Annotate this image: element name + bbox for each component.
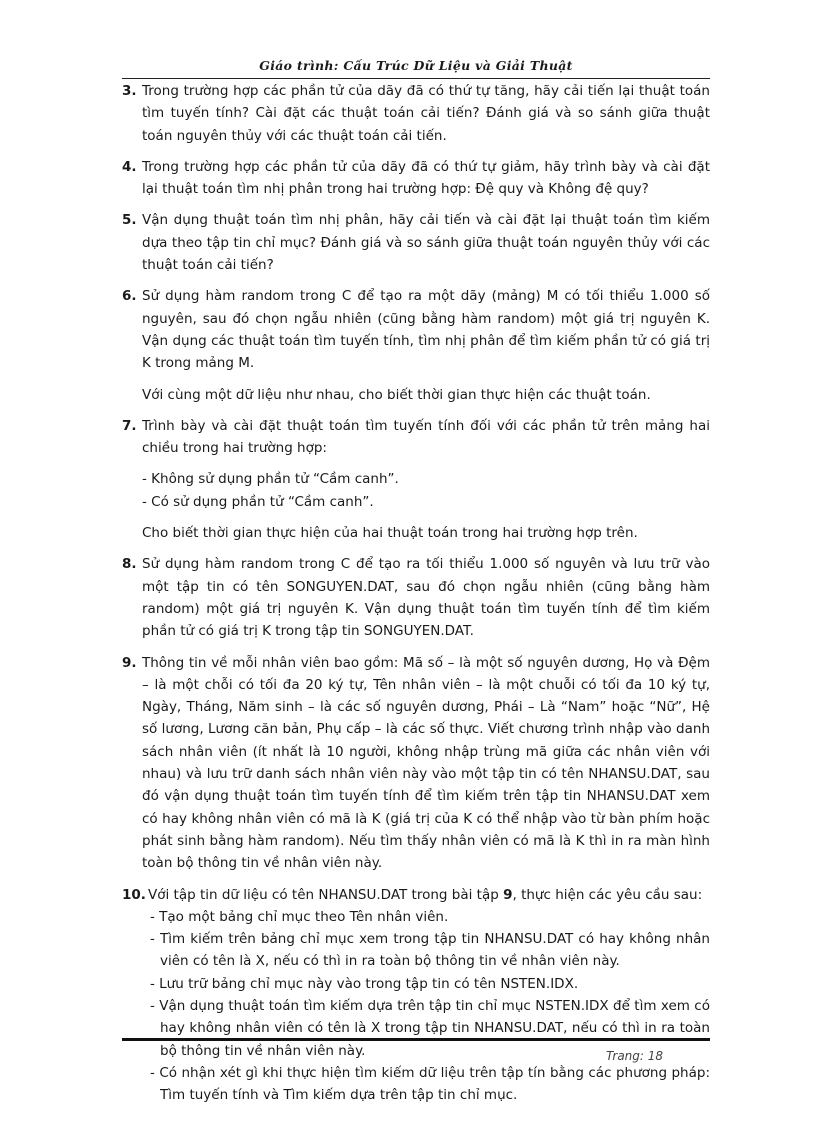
exercise-8: [122, 553, 710, 642]
exercise-text: Trình bày và cài đặt thuật toán tìm tuyến tính đối với các phần tử trên mảng hai chiều trong hai trường hợp:: [142, 417, 710, 457]
page-number: Trang: 18: [606, 1049, 664, 1063]
exercise-number: 7.: [122, 417, 137, 434]
footer-divider: [122, 1038, 710, 1041]
exercise-text: Sử dụng hàm random trong C để tạo ra tối thiểu 1.000 số nguyên và lưu trữ vào một tập tin có tên SONGUYEN.DAT, sau đó chọn ngẫu nhiên (cũng bằng hàm random) một giá trị nguyên K. Vận dụng thuật toán tìm tuyến tính để tìm kiếm phần tử có giá trị K trong tập tin SONGUYEN.DAT.: [142, 556, 710, 640]
bullet-item: - Lưu trữ bảng chỉ mục này vào trong tập tin có tên NSTEN.IDX.: [150, 975, 579, 992]
exercise-number: 10.: [122, 886, 146, 903]
sub-list: [142, 468, 710, 513]
exercise-text: Trong trường hợp các phần tử của dãy đã có thứ tự tăng, hãy cải tiến lại thuật toán tìm tuyến tính? Cài đặt các thuật toán cải tiến? Đánh giá và so sánh giữa thuật toán nguyên thủy với các thuật toán cải tiến.: [142, 83, 710, 144]
exercise-text: Vận dụng thuật toán tìm nhị phân, hãy cải tiến và cài đặt lại thuật toán tìm kiếm dựa theo tập tin chỉ mục? Đánh giá và so sánh giữa thuật toán nguyên thủy với các thuật toán cải tiến?: [142, 212, 710, 274]
bullet-item: - Vận dụng thuật toán tìm kiếm dựa trên tập tin chỉ mục NSTEN.IDX để tìm xem có hay không nhân viên có tên là X trong tập tin NHANSU.DAT, nếu có thì in ra toàn bộ thông tin về nhân viên này.: [150, 997, 710, 1059]
exercise-text: Trong trường hợp các phần tử của dãy đã có thứ tự giảm, hãy trình bày và cài đặt lại thuật toán tìm nhị phân trong hai trường hợp: Đệ quy và Không đệ quy?: [142, 158, 710, 198]
bullet-item: - Tìm kiếm trên bảng chỉ mục xem trong tập tin NHANSU.DAT có hay không nhân viên có tên là X, nếu có thì in ra toàn bộ thông tin về nhân viên này.: [150, 931, 710, 970]
exercise-number: 5.: [122, 212, 137, 229]
page-header-title: Giáo trình: Cấu Trúc Dữ Liệu và Giải Thuật: [259, 58, 573, 73]
exercise-number: 3.: [122, 83, 137, 99]
exercise-7: [122, 415, 710, 544]
bullet-item: - Tạo một bảng chỉ mục theo Tên nhân viên.: [150, 908, 449, 925]
exercise-9: [122, 652, 710, 875]
bullet-list: [142, 906, 710, 1107]
exercise-5: [122, 209, 710, 276]
exercise-number: 4.: [122, 158, 137, 175]
exercise-number: 9.: [122, 654, 137, 671]
exercise-list: [122, 80, 710, 1115]
exercise-text: Thông tin về mỗi nhân viên bao gồm: Mã số – là một số nguyên dương, Họ và Đệm – là một chỗi có tối đa 20 ký tự, Tên nhân viên – là một chuỗi có tối đa 10 ký tự, Ngày, Tháng, Năm sinh – là các số nguyên dương, Phái – Là “Nam” hoặc “Nữ”, Hệ số lương, Lương căn bản, Phụ cấp – là các số thực. Viết chương trình nhập vào danh sách nhân viên (ít nhất là 10 người, không nhập trùng mã giữa các nhân viên với nhau) và lưu trữ danh sách nhân viên này vào một tập tin có tên NHANSU.DAT, sau đó vận dụng thuật toán tìm tuyến tính để tìm kiếm trên tập tin NHANSU.DAT xem có hay không nhân viên có mã là K (giá trị của K có thể nhập vào từ bàn phím hoặc phát sinh bằng hàm random). Nếu tìm thấy nhân viên có mã là K thì in ra màn hình toàn bộ thông tin về nhân viên này.: [142, 654, 710, 872]
exercise-text: [142, 884, 710, 906]
exercise-note: Với cùng một dữ liệu như nhau, cho biết thời gian thực hiện các thuật toán.: [142, 386, 651, 403]
sub-item: - Không sử dụng phần tử “Cầm canh”.: [142, 471, 399, 488]
header-divider: [122, 78, 710, 79]
exercise-intro: Với tập tin dữ liệu có tên NHANSU.DAT trong bài tập: [148, 886, 504, 903]
exercise-number: 8.: [122, 556, 137, 573]
exercise-3: [122, 80, 710, 147]
exercise-10: [122, 884, 710, 1107]
exercise-6: [122, 285, 710, 405]
exercise-note: Cho biết thời gian thực hiện của hai thuật toán trong hai trường hợp trên.: [142, 525, 638, 542]
exercise-number: 6.: [122, 288, 137, 305]
exercise-4: [122, 156, 710, 201]
bullet-item: - Có nhận xét gì khi thực hiện tìm kiếm dữ liệu trên tập tín bằng các phương pháp: Tìm tuyến tính và Tìm kiếm dựa trên tập tin chỉ mục.: [150, 1064, 710, 1104]
sub-item: - Có sử dụng phần tử “Cầm canh”.: [142, 493, 374, 510]
exercise-text: Sử dụng hàm random trong C để tạo ra một dãy (mảng) M có tối thiểu 1.000 số nguyên, sau đó chọn ngẫu nhiên (cũng bằng hàm random) một giá trị nguyên K. Vận dụng các thuật toán tìm tuyến tính, tìm nhị phân để tìm kiếm phần tử có giá trị K trong mảng M.: [142, 288, 710, 372]
exercise-ref: 9: [503, 886, 513, 903]
exercise-intro-end: , thực hiện các yêu cầu sau:: [512, 886, 703, 903]
